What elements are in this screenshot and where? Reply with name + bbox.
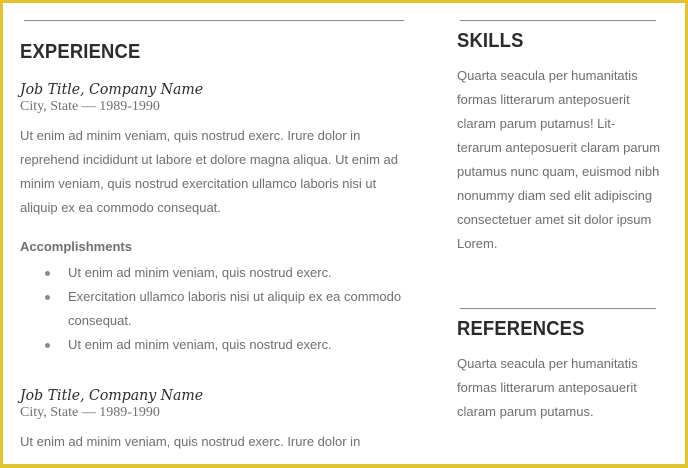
job-1-description-line: aliquip ex ea commodo consequat. xyxy=(20,200,221,215)
job-1-title: Job Title, Company Name xyxy=(20,80,204,98)
skills-line: terarum anteposuerit claram parum xyxy=(457,140,661,155)
job-1-description xyxy=(20,124,398,220)
job-2-description-line: Ut enim ad minim veniam, quis nostrud exerc. Irure dolor in xyxy=(20,434,361,449)
skills-top-rule xyxy=(460,20,656,21)
job-1-description-line: minim veniam, quis nostrud exercitation ullamco laboris nisi ut xyxy=(20,176,377,191)
references-line: Quarta seacula per humanitatis xyxy=(457,356,638,371)
accomplishment-text: Ut enim ad minim veniam, quis nostrud exerc. xyxy=(68,265,332,280)
bullet-dot-icon xyxy=(45,343,50,348)
references-text xyxy=(457,352,638,424)
bullet-dot-icon xyxy=(45,295,50,300)
skills-heading: SKILLS xyxy=(457,30,524,52)
bullet-dot-icon xyxy=(45,271,50,276)
skills-line: nonummy diam sed elit adipiscing xyxy=(457,188,653,203)
accomplishments-heading: Accomplishments xyxy=(20,239,132,254)
accomplishment-text: Ut enim ad minim veniam, quis nostrud exerc. xyxy=(68,337,332,352)
skills-line: consectetuer amet sit dolor ipsum xyxy=(457,212,652,227)
references-line: formas litterarum anteposauerit xyxy=(457,380,637,395)
accomplishment-item xyxy=(44,285,424,333)
references-heading: REFERENCES xyxy=(457,318,585,340)
accomplishment-item xyxy=(44,261,424,285)
references-line: claram parum putamus. xyxy=(457,404,594,419)
job-2-description xyxy=(20,430,360,454)
experience-heading: EXPERIENCE xyxy=(20,41,141,63)
references-top-rule xyxy=(460,308,656,309)
skills-line: Quarta seacula per humanitatis xyxy=(457,68,638,83)
job-1-meta: City, State — 1989-1990 xyxy=(20,99,160,114)
job-1-description-line: Ut enim ad minim veniam, quis nostrud exerc. Irure dolor in xyxy=(20,128,361,143)
skills-line: claram parum putamus! Lit- xyxy=(457,116,616,131)
job-2-title: Job Title, Company Name xyxy=(20,386,204,404)
skills-line: Lorem. xyxy=(457,236,498,251)
accomplishment-text: Exercitation ullamco laboris nisi ut aliquip ex ea commodo xyxy=(68,289,402,304)
skills-line: putamus nunc quam, euismod nibh xyxy=(457,164,660,179)
experience-top-rule xyxy=(24,20,404,21)
accomplishment-item xyxy=(44,333,424,357)
skills-text xyxy=(457,64,660,256)
skills-line: formas litterarum anteposuerit xyxy=(457,92,630,107)
accomplishment-text: consequat. xyxy=(68,313,132,328)
job-1-description-line: reprehend incididunt ut labore et dolore magna aliqua. Ut enim ad xyxy=(20,152,398,167)
job-2-meta: City, State — 1989-1990 xyxy=(20,405,160,420)
accomplishments-list xyxy=(44,261,424,357)
